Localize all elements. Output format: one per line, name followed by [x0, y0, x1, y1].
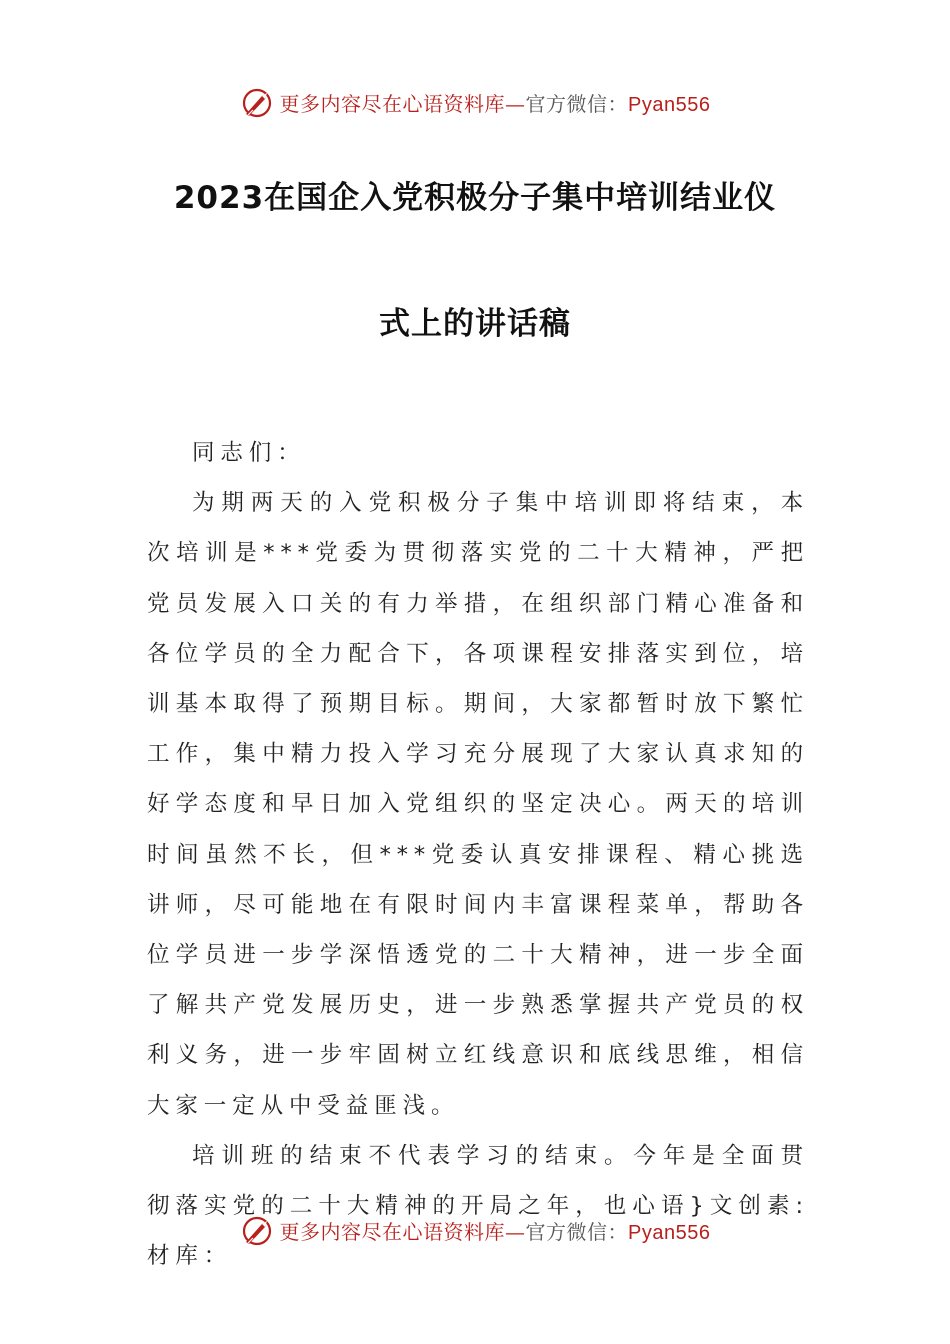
document-title-line-2: 式上的讲话稿	[379, 306, 571, 342]
footer-banner-wechat-id: Pyan556	[628, 1221, 711, 1244]
footer-banner-official-label: 官方微信：	[525, 1219, 629, 1244]
header-banner-official-label: 官方微信：	[525, 91, 629, 116]
header-banner-main: 更多内容尽在心语资料库	[279, 91, 506, 116]
footer-banner	[0, 1210, 950, 1250]
header-banner-dash: —	[505, 91, 526, 116]
header-banner-wechat-id: Pyan556	[628, 93, 711, 116]
salutation: 同志们：	[192, 440, 306, 466]
footer-banner-dash: —	[505, 1219, 526, 1244]
document-body	[147, 428, 809, 1281]
document-title-line-1: 2023在国企入党积极分子集中培训结业仪	[173, 180, 777, 216]
footer-banner-text	[280, 1216, 711, 1245]
footer-banner-main: 更多内容尽在心语资料库	[279, 1219, 506, 1244]
paragraph-2: 培训班的结束不代表学习的结束。今年是全面贯彻落实党的二十大精神的开局之年，也心语}文创素:材库：	[147, 1142, 809, 1270]
paragraph-1: 为期两天的入党积极分子集中培训即将结束，本次培训是***党委为贯彻落实党的二十大精神，严把党员发展入口关的有力举措，在组织部门精心准备和各位学员的全力配合下，各项课程安排落实到位，培训基本取得了预期目标。期间，大家都暂时放下繁忙工作，集中精力投入学习充分展现了大家认真求知的好学态度和早日加入党组织的坚定决心。两天的培训时间虽然不长，但***党委认真安排课程、精心挑选讲师，尽可能地在有限时间内丰富课程菜单，帮助各位学员进一步学深悟透党的二十大精神，进一步全面了解共产党发展历史，进一步熟悉掌握共产党员的权利义务，进一步牢固树立红线意识和底线思维，相信大家一定从中受益匪浅。	[147, 490, 809, 1119]
header-banner	[0, 82, 950, 122]
pen-nib-logo-icon	[240, 84, 276, 120]
pen-nib-logo-icon	[240, 1212, 276, 1248]
header-banner-text	[280, 88, 711, 117]
